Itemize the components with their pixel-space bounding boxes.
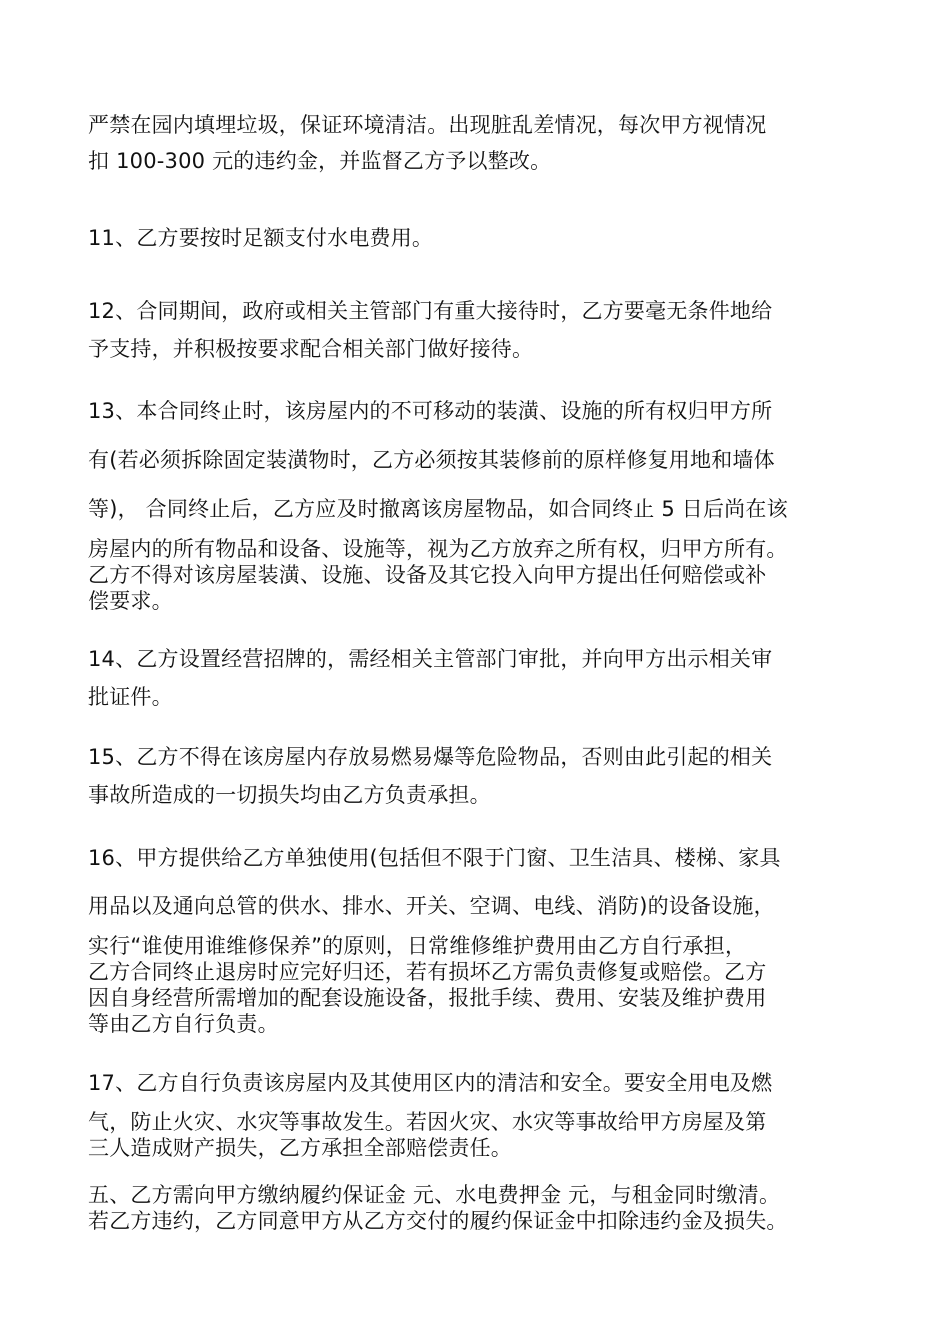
text-line: 予支持，并积极按要求配合相关部门做好接待。 bbox=[88, 337, 534, 361]
text-line: 乙方合同终止退房时应完好归还，若有损坏乙方需负责修复或赔偿。乙方 bbox=[88, 960, 767, 984]
text-line: 11、乙方要按时足额支付水电费用。 bbox=[88, 226, 434, 250]
text-line: 14、乙方设置经营招牌的，需经相关主管部门审批，并向甲方出示相关审 bbox=[88, 647, 773, 671]
text-line: 有(若必须拆除固定装潢物时，乙方必须按其装修前的原样修复用地和墙体 bbox=[88, 448, 775, 472]
text-line: 因自身经营所需增加的配套设施设备，报批手续、费用、安装及维护费用 bbox=[88, 986, 767, 1010]
text-line: 等)， 合同终止后，乙方应及时撤离该房屋物品，如合同终止 5 日后尚在该 bbox=[88, 497, 788, 521]
text-line: 实行“谁使用谁维修保养”的原则，日常维修维护费用由乙方自行承担， bbox=[88, 934, 747, 958]
text-line: 事故所造成的一切损失均由乙方负责承担。 bbox=[88, 783, 491, 807]
text-line: 用品以及通向总管的供水、排水、开关、空调、电线、消防)的设备设施， bbox=[88, 894, 775, 918]
text-line: 扣 100-300 元的违约金，并监督乙方予以整改。 bbox=[88, 149, 552, 173]
text-line: 16、甲方提供给乙方单独使用(包括但不限于门窗、卫生洁具、楼梯、家具 bbox=[88, 846, 781, 870]
text-line: 批证件。 bbox=[88, 685, 173, 709]
text-line: 13、本合同终止时，该房屋内的不可移动的装潢、设施的所有权归甲方所 bbox=[88, 399, 773, 423]
text-line: 五、乙方需向甲方缴纳履约保证金 元、水电费押金 元，与租金同时缴清。 bbox=[88, 1183, 781, 1207]
text-line: 15、乙方不得在该房屋内存放易燃易爆等危险物品，否则由此引起的相关 bbox=[88, 745, 773, 769]
text-line: 气，防止火灾、水灾等事故发生。若因火灾、水灾等事故给甲方房屋及第 bbox=[88, 1110, 767, 1134]
text-line: 严禁在园内填埋垃圾，保证环境清洁。出现脏乱差情况，每次甲方视情况 bbox=[88, 113, 767, 137]
text-line: 乙方不得对该房屋装潢、设施、设备及其它投入向甲方提出任何赔偿或补 bbox=[88, 563, 767, 587]
text-line: 17、乙方自行负责该房屋内及其使用区内的清洁和安全。要安全用电及燃 bbox=[88, 1071, 773, 1095]
text-line: 12、合同期间，政府或相关主管部门有重大接待时，乙方要毫无条件地给 bbox=[88, 299, 773, 323]
text-line: 若乙方违约，乙方同意甲方从乙方交付的履约保证金中扣除违约金及损失。 bbox=[88, 1209, 788, 1233]
text-line: 三人造成财产损失，乙方承担全部赔偿责任。 bbox=[88, 1136, 512, 1160]
text-line: 偿要求。 bbox=[88, 589, 173, 613]
text-line: 房屋内的所有物品和设备、设施等，视为乙方放弃之所有权，归甲方所有。 bbox=[88, 537, 788, 561]
text-line: 等由乙方自行负责。 bbox=[88, 1012, 279, 1036]
